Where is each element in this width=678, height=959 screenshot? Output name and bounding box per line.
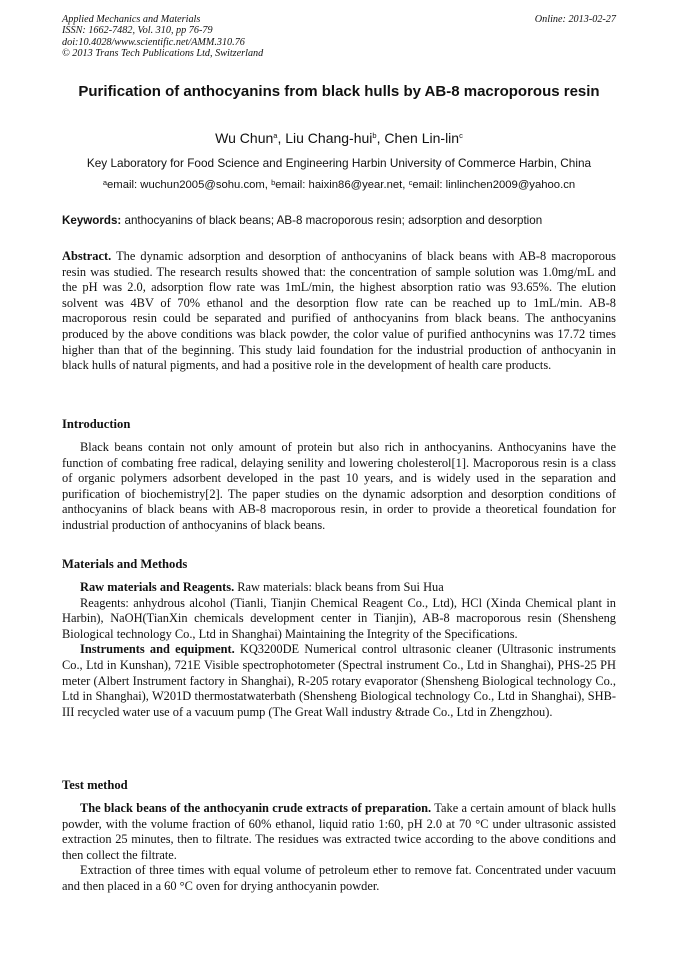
materials-heading: Materials and Methods [62,557,188,571]
raw-materials-label: Raw materials and Reagents. [80,580,235,594]
author-name: Wu Chun [215,130,274,146]
abstract-label: Abstract. [62,249,112,263]
introduction-text: Black beans contain not only amount of protein but also rich in anthocyanins. Anthocyanins have the function of combating free radical, delaying senility and lowering cholesterol[1]. Macroporous resin is a class of organic polymers adsorbent developed in the past 10 years, and is widely used in the separation and purification of biochemistry[2]. The paper studies on the dynamic adsorption and desorption conditions of anthocyanins of black beans with AB-8 macroporous resin, in order to provide a theoretical foundation for industrial production of anthocyanins of black beans. [62,440,616,532]
test-method-body [62,801,616,895]
doi-line: doi:10.4028/www.scientific.net/AMM.310.76 [62,36,245,48]
email-sup: c [408,178,413,187]
copyright-line: © 2013 Trans Tech Publications Ltd, Switzerland [62,48,264,60]
author-name: Liu Chang-hui [285,130,373,146]
author-sup: a [273,131,278,140]
keywords-text: anthocyanins of black beans; AB-8 macroporous resin; adsorption and desorption [124,214,543,227]
keywords-label: Keywords: [62,214,122,227]
email-sup: b [271,178,276,187]
issn-line: ISSN: 1662-7482, Vol. 310, pp 76-79 [62,25,213,37]
email-link[interactable]: email: wuchun2005@sohu.com, [107,179,268,191]
journal-name: Applied Mechanics and Materials [62,14,201,25]
email-link[interactable]: email: linlinchen2009@yahoo.cn [412,179,576,191]
author-sup: b [372,131,377,140]
author-sup: c [459,131,463,140]
journal-header [62,14,616,60]
paper-title: Purification of anthocyanins from black hulls by AB-8 macroporous resin [78,83,600,100]
introduction-heading: Introduction [62,417,131,431]
test-method-lead: The black beans of the anthocyanin crude extracts of preparation. [80,801,432,815]
author-name: Chen Lin-lin [384,130,460,146]
instruments-label: Instruments and equipment. [80,642,235,657]
keywords [62,213,618,228]
introduction-body [62,440,616,534]
email-list [60,178,618,193]
affiliation: Key Laboratory for Food Science and Engineering Harbin University of Commerce Harbin, China [86,156,592,170]
email-sup: a [102,178,108,187]
instruments-text: KQ3200DE Numerical control ultrasonic cleaner (Ultrasonic instruments Co., Ltd in Kunshan), 721E Visible spectrophotometer (Spectral instrument Co., Ltd in Shanghai), PHS-25 PH meter (Albert Instrument factory in Shanghai), R-205 rotary evaporator (Shensheng Biological technology Co., Ltd in Shanghai), W201D thermostatwaterbath (Shensheng Biological technology Co., Ltd in Shanghai), SHB-III recycled water use of a vacuum pump (The Great Wall industry &trade Co., Ltd in Zhengzhou). [62,642,616,719]
abstract-text: The dynamic adsorption and desorption of anthocyanins of black beans with AB-8 macroporous resin was studied. The research results showed that: the concentration of sample solution was 1.0mg/mL and the pH was 2.0, adsorption flow rate was 1mL/min, the highest absorption ratio was 93.65%. The elution solvent was 4BV of 70% ethanol and the desorption flow rate can be reached up to 1mL/min. AB-8 macroporous resin could be separated and purified of anthocyanins from black beans. The anthocyanins produced by the above conditions was black powder, the color value of purified anthocynins was 17.72 times higher than that of the beginning. This study laid foundation for the industrial production of anthocyanin in black hulls of natural pigments, and had a positive role in the development of health care products. [62,249,617,373]
test-method-heading: Test method [62,778,128,792]
online-date: Online: 2013-02-27 [534,14,616,25]
email-link[interactable]: email: haixin86@year.net, [275,179,406,191]
reagents-text: Reagents: anhydrous alcohol (Tianli, Tianjin Chemical Reagent Co., Ltd), HCl (Xinda Chemical plant in Harbin), NaOH(TianXin chemicals development center in Tianjin), AB-8 macroporous resin (Shensheng Biological technology Co., Ltd in Shanghai) Maintaining the Integrity of the Specifications. [62,595,616,641]
test-method-text: Take a certain amount of black hulls powder, with the volume fraction of 60% ethanol, liquid ratio 1:60, pH 2.0 at 70 °C under ultrasonic assisted extraction 25 minutes, then to filtrate. The residues was extracted twice according to the above conditions and then collect the filtrate. [62,801,616,862]
materials-body [62,580,616,720]
author-list: Wu Chun$^a$, Liu Chang-hui$^b$, Chen Lin-lin$^c$ [215,130,463,146]
abstract [62,249,616,374]
raw-materials-text: Raw materials: black beans from Sui Hua [234,580,444,594]
test-method-text2: Extraction of three times with equal volume of petroleum ether to remove fat. Concentrated under vacuum and then placed in a 60 °C oven for drying anthocyanin powder. [62,863,616,893]
